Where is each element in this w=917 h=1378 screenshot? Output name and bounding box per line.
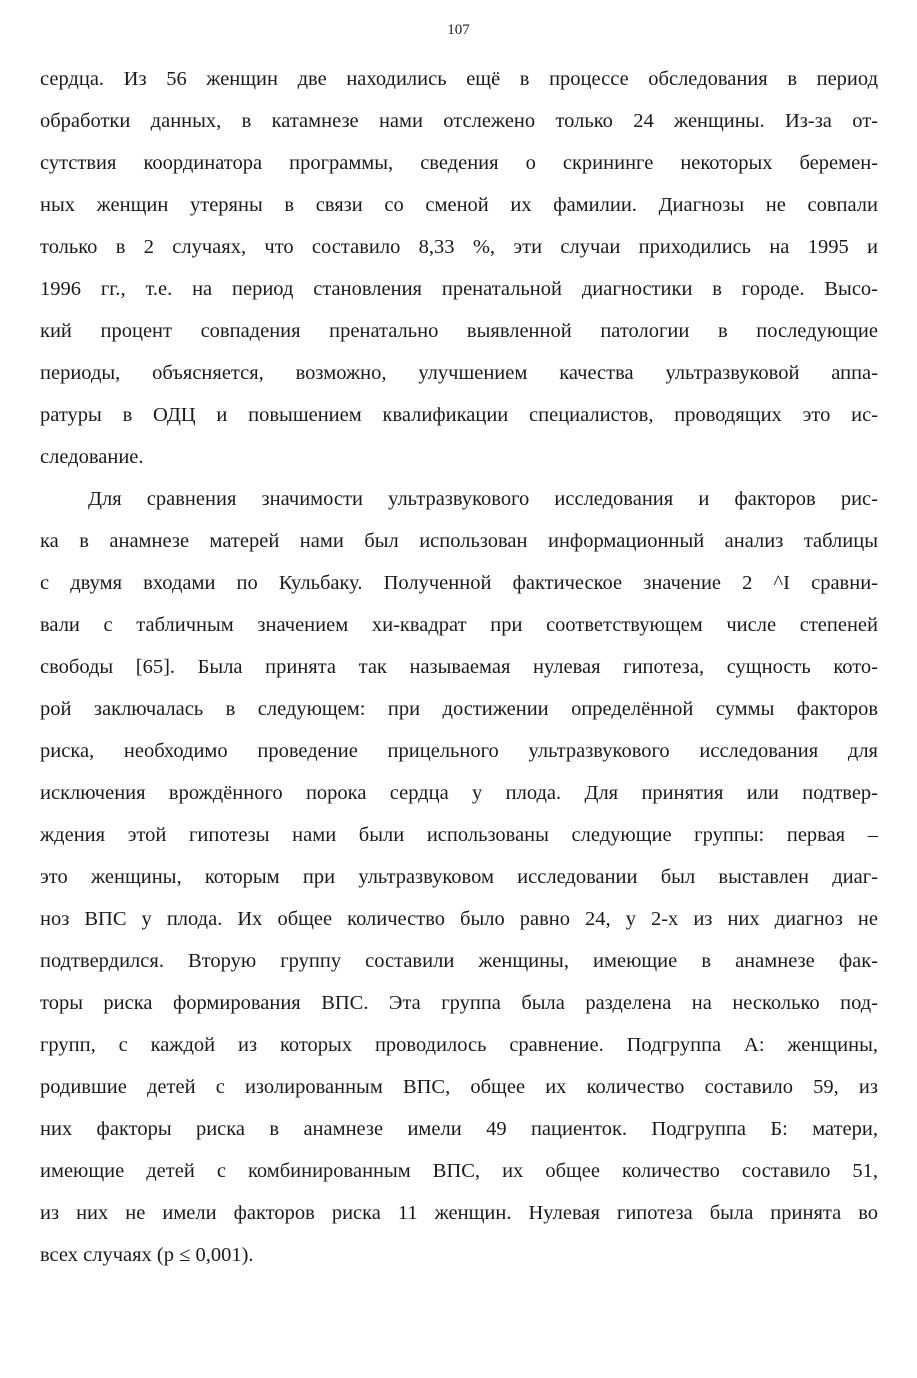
text-line: них факторы риска в анамнезе имели 49 пациенток. Подгруппа Б: матери, (40, 1118, 878, 1140)
text-line: обработки данных, в катамнезе нами отслежено только 24 женщины. Из-за от- (40, 110, 878, 132)
text-line: свободы [65]. Была принята так называемая нулевая гипотеза, сущность кото- (40, 656, 878, 678)
text-line: ка в анамнезе матерей нами был использован информационный анализ таблицы (40, 530, 878, 552)
text-line: только в 2 случаях, что составило 8,33 %, эти случаи приходились на 1995 и (40, 236, 878, 258)
text-line: риска, необходимо проведение прицельного ультразвукового исследования для (40, 740, 878, 762)
text-line: 1996 гг., т.е. на период становления пренатальной диагностики в городе. Высо- (40, 278, 878, 300)
text-line: подтвердился. Вторую группу составили женщины, имеющие в анамнезе фак- (40, 950, 878, 972)
text-line: сутствия координатора программы, сведения о скрининге некоторых беремен- (40, 152, 878, 174)
text-line: групп, с каждой из которых проводилось сравнение. Подгруппа А: женщины, (40, 1034, 878, 1056)
text-line: ных женщин утеряны в связи со сменой их фамилии. Диагнозы не совпали (40, 194, 878, 216)
text-line: следование. (40, 446, 144, 468)
text-line: сердца. Из 56 женщин две находились ещё в процессе обследования в период (40, 68, 878, 90)
text-line: родившие детей с изолированным ВПС, общее их количество составило 59, из (40, 1076, 878, 1098)
text-line: Для сравнения значимости ультразвукового исследования и факторов рис- (88, 488, 878, 510)
text-line: из них не имели факторов риска 11 женщин. Нулевая гипотеза была принята во (40, 1202, 878, 1224)
text-line: периоды, объясняется, возможно, улучшением качества ультразвуковой аппа- (40, 362, 878, 384)
text-line: имеющие детей с комбинированным ВПС, их общее количество составило 51, (40, 1160, 878, 1182)
text-line: вали с табличным значением хи-квадрат при соответствующем числе степеней (40, 614, 878, 636)
text-line: это женщины, которым при ультразвуковом исследовании был выставлен диаг- (40, 866, 878, 888)
text-line: кий процент совпадения пренатально выявленной патологии в последующие (40, 320, 878, 342)
text-line: с двумя входами по Кульбаку. Полученной фактическое значение 2 ^I сравни- (40, 572, 878, 594)
text-line: ждения этой гипотезы нами были использованы следующие группы: первая – (40, 824, 878, 846)
text-line: рой заключалась в следующем: при достижении определённой суммы факторов (40, 698, 878, 720)
text-line: ратуры в ОДЦ и повышением квалификации специалистов, проводящих это ис- (40, 404, 878, 426)
page-number: 107 (447, 22, 470, 38)
text-line: всех случаях (р ≤ 0,001). (40, 1244, 254, 1266)
paragraph-2 (40, 478, 878, 1276)
paragraph-1 (40, 58, 878, 478)
text-line: торы риска формирования ВПС. Эта группа была разделена на несколько под- (40, 992, 878, 1014)
text-line: ноз ВПС у плода. Их общее количество было равно 24, у 2-х из них диагноз не (40, 908, 878, 930)
document-body (40, 58, 878, 1276)
text-line: исключения врождённого порока сердца у плода. Для принятия или подтвер- (40, 782, 878, 804)
